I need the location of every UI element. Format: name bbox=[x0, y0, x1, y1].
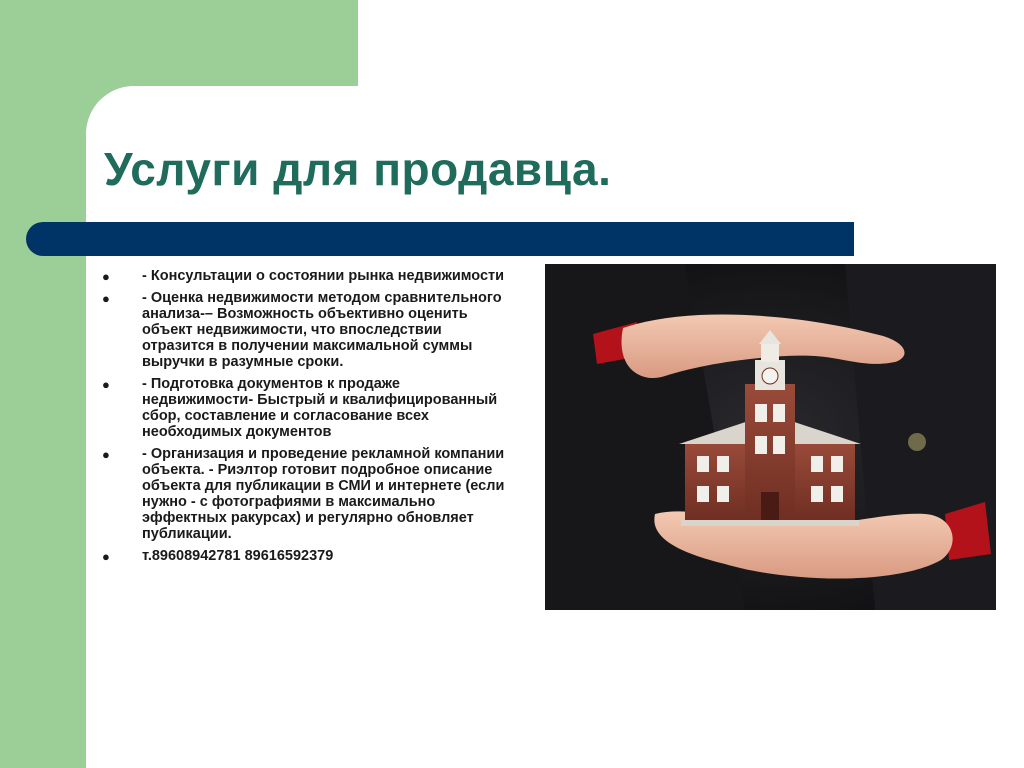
suit-button-icon bbox=[908, 433, 926, 451]
green-left-strip bbox=[0, 0, 86, 768]
bullet-text: - Оценка недвижимости методом сравнительного анализа-– Возможность объективно оценить объект недвижимости, что впоследствии отразится в получении максимальной суммы выручки в разумные сроки. bbox=[142, 290, 502, 370]
bullet-item-valuation bbox=[100, 290, 510, 370]
hands-holding-house-illustration bbox=[545, 264, 996, 610]
bullet-text: - Подготовка документов к продаже недвижимости- Быстрый и квалифицированный сбор, составление и согласование всех необходимых документов bbox=[142, 376, 498, 440]
bullet-text: - Организация и проведение рекламной компании объекта. - Риэлтор готовит подробное описание объекта для публикации в СМИ и интернете (если нужно - с фотографиями в максимально эффектных ракурсах) и регулярно обновляет публикации. bbox=[142, 446, 505, 542]
bullet-text: т.89608942781 89616592379 bbox=[142, 548, 334, 564]
bullet-item-documents bbox=[100, 376, 510, 440]
bullet-dot-icon: ● bbox=[102, 447, 110, 462]
bullet-dot-icon: ● bbox=[102, 269, 110, 284]
bullet-item-phone bbox=[100, 548, 510, 564]
bullet-item-consulting bbox=[100, 268, 510, 284]
bullet-dot-icon: ● bbox=[102, 291, 110, 306]
slide-title: Услуги для продавца. bbox=[104, 143, 612, 195]
title-underline-bar bbox=[26, 222, 854, 256]
bullet-list bbox=[100, 268, 510, 570]
hands-holding-house-photo bbox=[545, 264, 996, 610]
bullet-dot-icon: ● bbox=[102, 549, 110, 564]
bullet-text: - Консультации о состоянии рынка недвижимости bbox=[142, 268, 505, 284]
bullet-item-advertising bbox=[100, 446, 510, 542]
bullet-dot-icon: ● bbox=[102, 377, 110, 392]
